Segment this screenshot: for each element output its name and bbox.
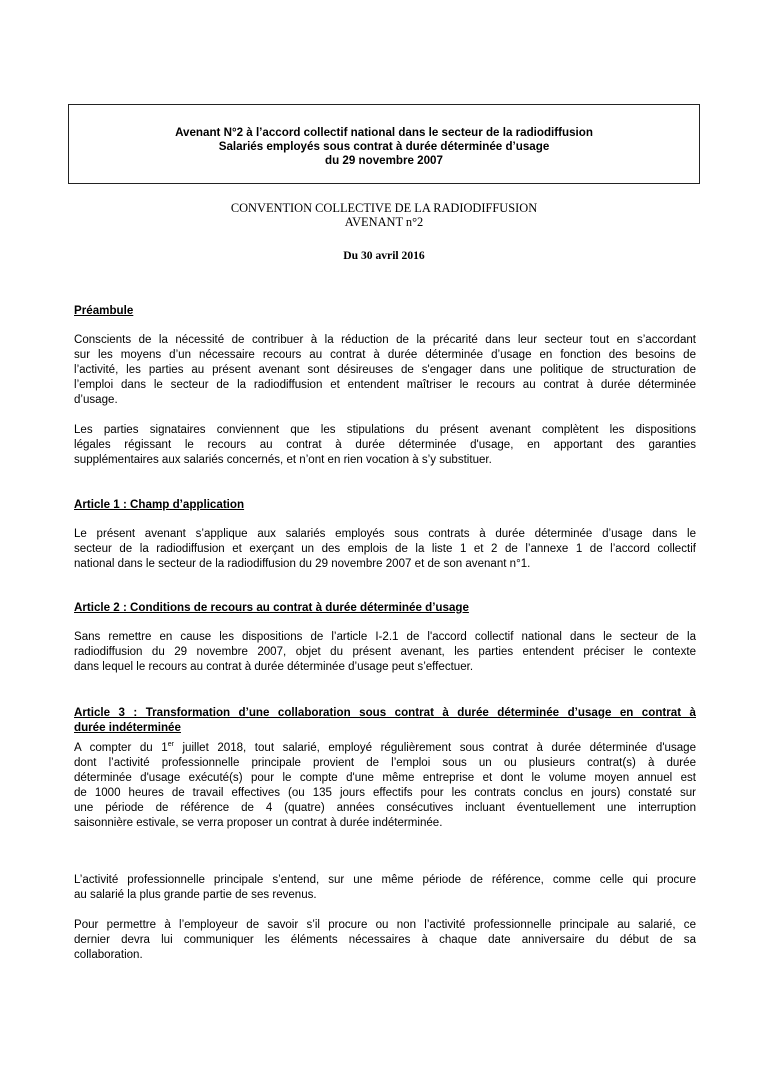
paragraph-line: d’usage. [74, 393, 118, 406]
paragraph-line: saisonnière estivale, se verra proposer un contrat à durée indéterminée. [74, 816, 443, 829]
paragraph-line: national dans le secteur de la radiodiffusion du 29 novembre 2007 et de son avenant n°1. [74, 557, 531, 570]
article-1-heading: Article 1 : Champ d’application [74, 498, 245, 511]
article-3-paragraph-2 [74, 873, 696, 903]
paragraph-line: L’activité professionnelle principale s’entend, sur une même période de référence, comme celle qui procure [74, 874, 696, 886]
paragraph-line: Le présent avenant s’applique aux salariés employés sous contrats à durée déterminée d’usage dans le [74, 528, 696, 540]
convention-header [68, 201, 700, 263]
paragraph-line: légales régissant le recours au contrat à durée déterminée d'usage, en apportant des garanties [74, 438, 696, 451]
paragraph-line: déterminée d'usage exécuté(s) pour le compte d'une même entreprise et dont le volume moyen annuel est [74, 771, 696, 784]
article-1-paragraph [74, 527, 696, 572]
title-line-3: du 29 novembre 2007 [325, 154, 443, 167]
title-line-1: Avenant N°2 à l’accord collectif national dans le secteur de la radiodiffusion [175, 126, 593, 139]
paragraph-line: secteur de la radiodiffusion et exerçant un des emplois de la liste 1 et 2 de l’annexe 1 de l’accord collectif [74, 542, 696, 555]
title-box [68, 104, 700, 184]
preambule-paragraph-1 [74, 333, 696, 408]
superscript: er [167, 741, 174, 749]
paragraph-line [74, 741, 696, 756]
text-fragment: juillet 2018, tout salarié, employé régulièrement sous contrat à durée déterminée d'usage [173, 742, 696, 754]
heading-line: durée indéterminée [74, 720, 181, 734]
article-2-heading: Article 2 : Conditions de recours au contrat à durée déterminée d’usage [74, 601, 469, 614]
heading-line: Article 3 : Transformation d’une collaboration sous contrat à durée déterminée d’usage en contrat à [74, 706, 696, 719]
paragraph-line: supplémentaires aux salariés concernés, et n’ont en rien vocation à s’y substituer. [74, 453, 492, 466]
preambule-heading: Préambule [74, 304, 134, 317]
paragraph-line: de 1000 heures de travail effectives (ou 135 jours effectifs pour les contrats conclus en jours) constaté sur [74, 786, 696, 799]
paragraph-line: une période de référence de 4 (quatre) années consécutives incluant éventuellement une interruption [74, 801, 696, 814]
paragraph-line: l’activité, les parties au présent avenant sont désireuses de s'engager dans une politique de structuration de [74, 363, 696, 376]
paragraph-line: Les parties signataires conviennent que les stipulations du présent avenant complètent les dispositions [74, 424, 696, 436]
convention-title: CONVENTION COLLECTIVE DE LA RADIODIFFUSION [230, 201, 538, 215]
paragraph-line: Pour permettre à l’employeur de savoir s’il procure ou non l’activité professionnelle principale au salarié, ce [74, 919, 696, 931]
paragraph-line: Sans remettre en cause les dispositions de l’article I-2.1 de l'accord collectif national dans le secteur de la [74, 631, 696, 643]
avenant-number: AVENANT n°2 [344, 215, 424, 229]
article-3-paragraph-3 [74, 918, 696, 963]
paragraph-line: radiodiffusion du 29 novembre 2007, objet du présent avenant, les parties entendent préciser le contexte [74, 645, 696, 658]
article-3-heading [74, 706, 696, 736]
paragraph-line: dernier devra lui communiquer les éléments nécessaires à chaque date anniversaire du début de sa [74, 933, 696, 946]
paragraph-line: dans lequel le recours au contrat à durée déterminée d’usage peut s’effectuer. [74, 660, 474, 673]
paragraph-line: dont l’activité professionnelle principale provient de l’emploi sous un ou plusieurs contrat(s) à durée [74, 756, 696, 769]
convention-date: Du 30 avril 2016 [343, 249, 425, 262]
article-2-paragraph [74, 630, 696, 675]
paragraph-line: l’emploi dans le secteur de la radiodiffusion et entendent maîtriser le recours au contrat à durée déterminée [74, 378, 696, 391]
paragraph-line: au salarié la plus grande partie de ses revenus. [74, 888, 317, 901]
title-line-2: Salariés employés sous contrat à durée déterminée d’usage [218, 140, 550, 153]
text-fragment: A compter du 1 [74, 742, 168, 754]
paragraph-line: Conscients de la nécessité de contribuer à la réduction de la précarité dans leur secteur tout en s’accordant [74, 334, 696, 346]
preambule-paragraph-2 [74, 423, 696, 468]
paragraph-line: sur les moyens d’un nécessaire recours au contrat à durée déterminée d’usage en fonction des besoins de [74, 348, 696, 361]
article-3-paragraph-1 [74, 741, 696, 830]
paragraph-line: collaboration. [74, 948, 143, 961]
